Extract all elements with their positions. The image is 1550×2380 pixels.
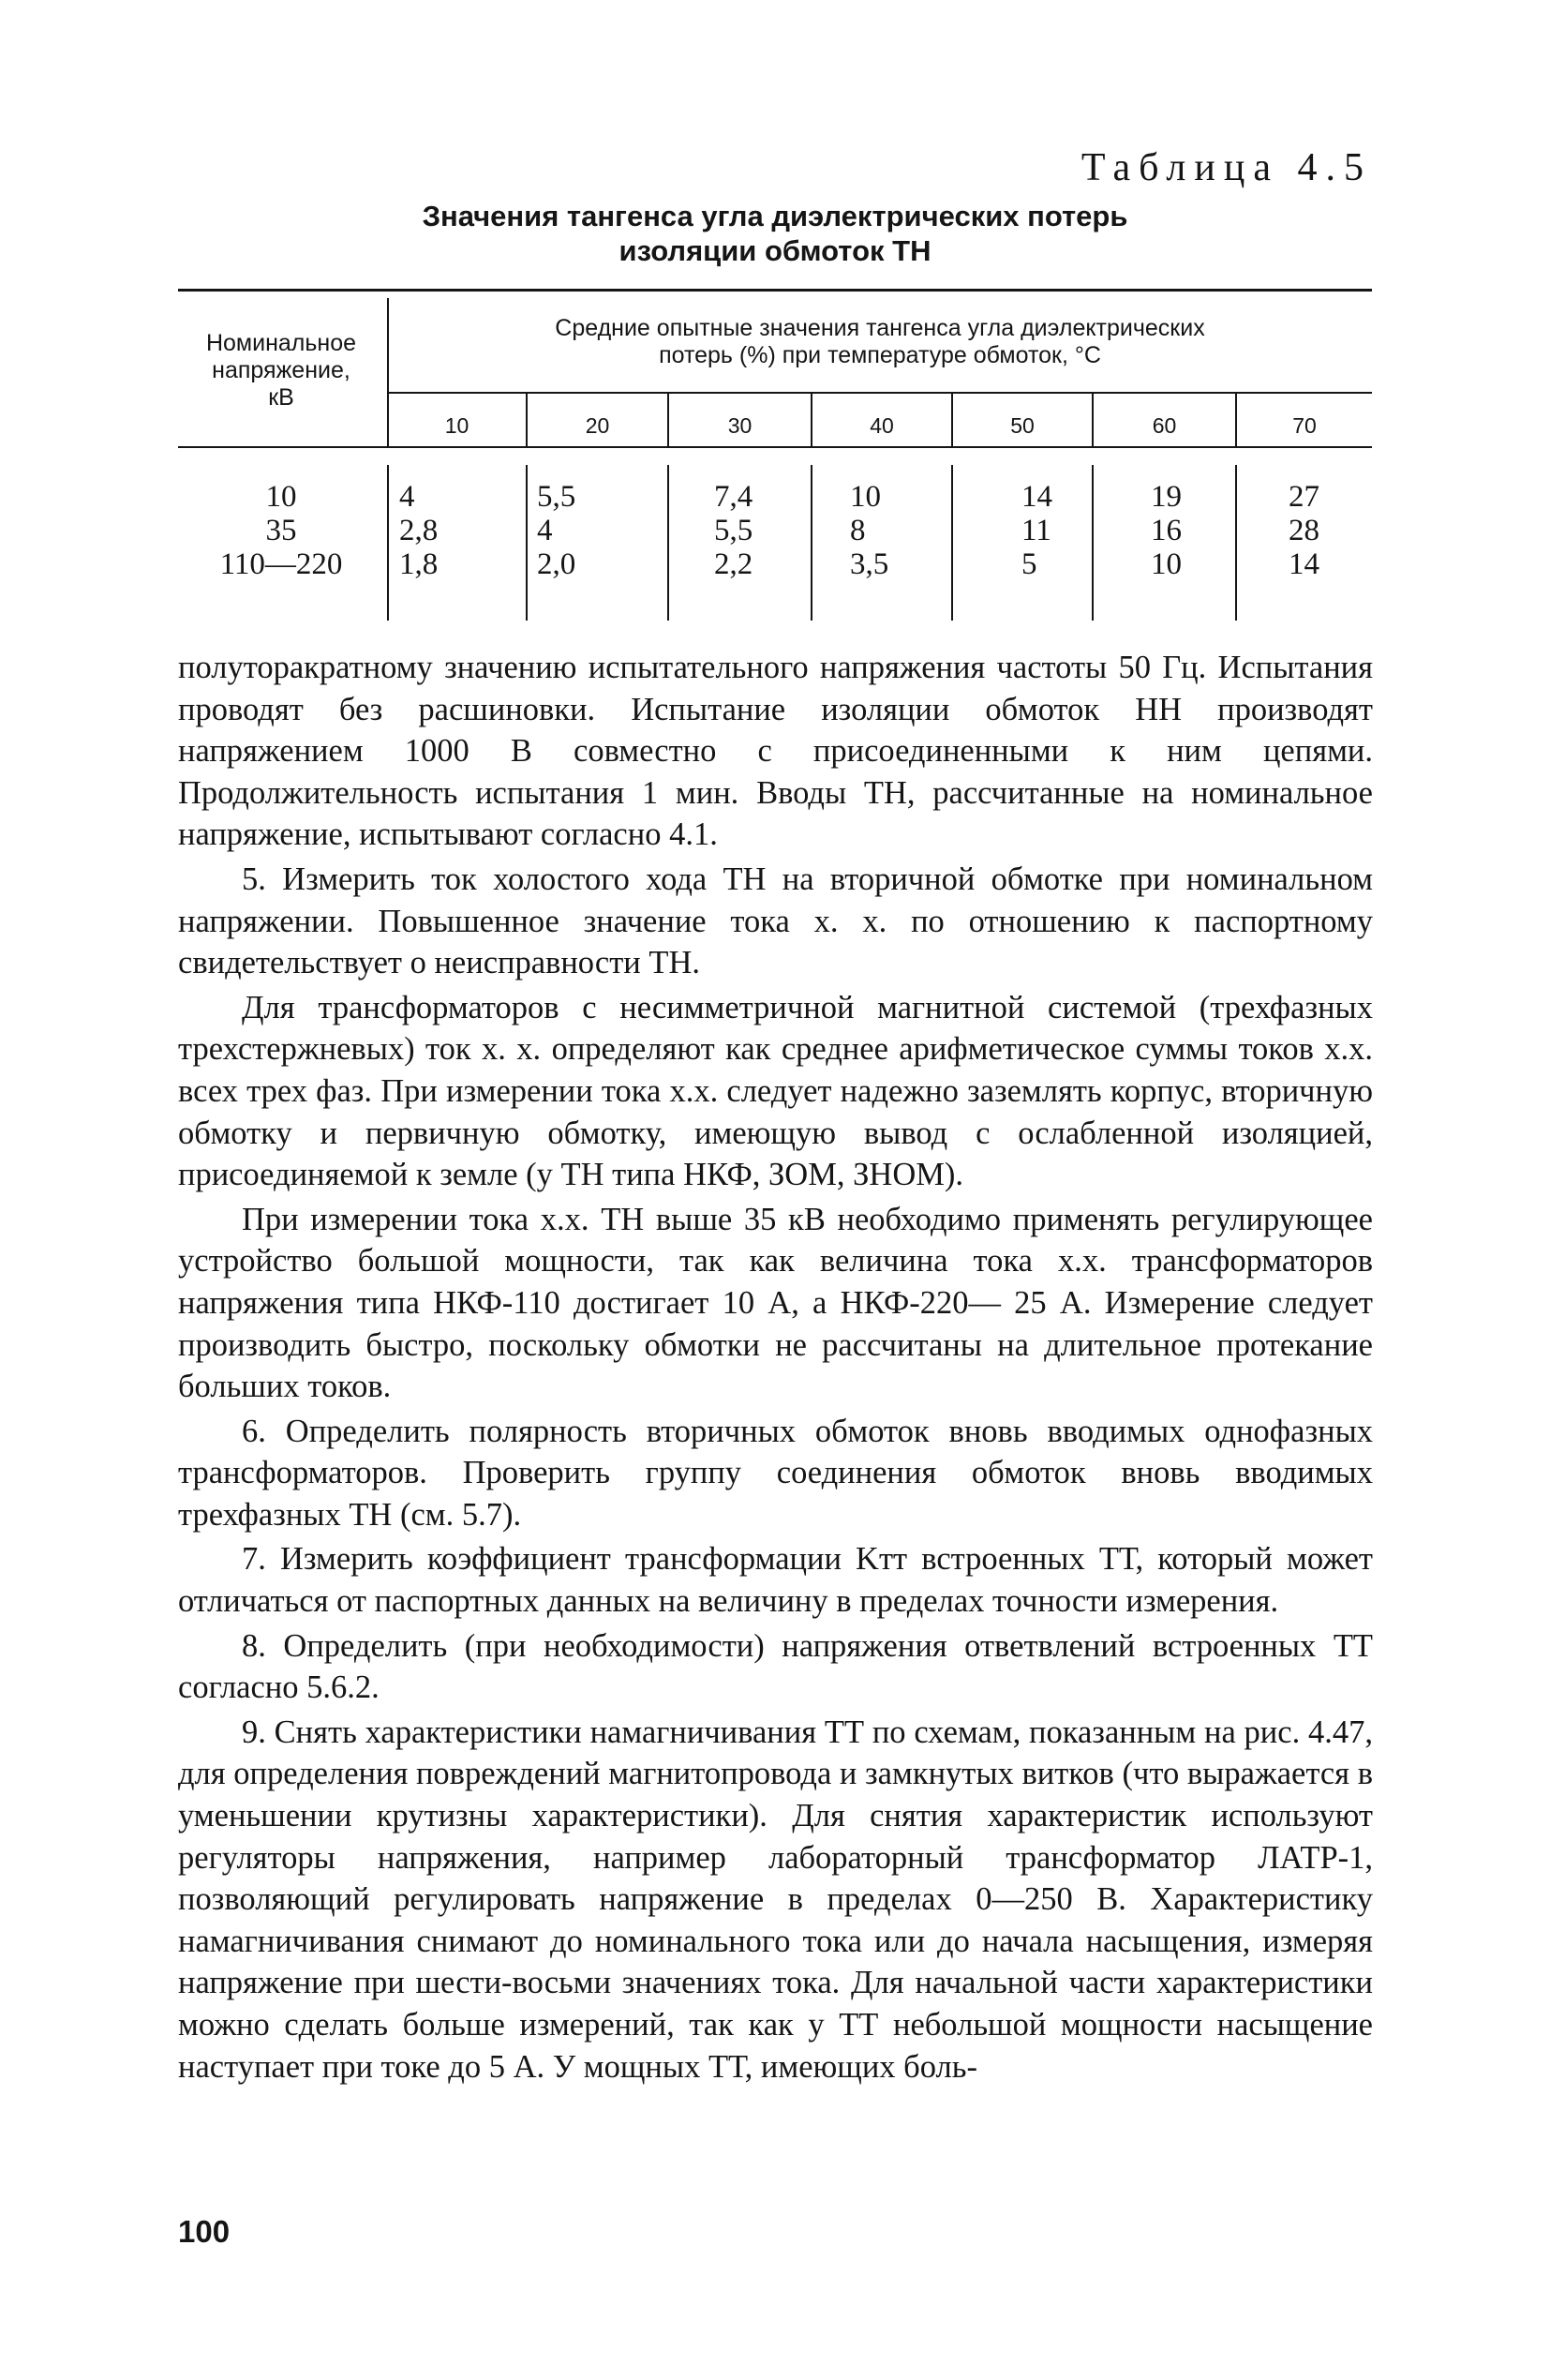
- header-line: потерь (%) при температуре обмоток, °С: [659, 342, 1101, 368]
- values-column-10: [399, 480, 438, 581]
- column-divider: [1235, 465, 1237, 621]
- values-column-40: [850, 480, 888, 581]
- temperature-header-cell: 40: [870, 413, 894, 438]
- paragraph: 8. Определить (при необходимости) напряжения ответвлений встроенных ТТ согласно 5.6.2.: [178, 1627, 1373, 1706]
- table-cell: 5: [1021, 547, 1037, 581]
- voltage-column-header: [178, 330, 384, 412]
- column-divider: [526, 465, 528, 621]
- paragraph: При измерении тока х.х. ТН выше 35 кВ необходимо применять регулирующее устройство большой мощности, так как величина тока х.х. трансформаторов напряжения типа НКФ-110 достигает 10 А, а НКФ-220— 25 А. Измерение следует производить быстро, поскольку обмотки не рассчитаны на длительное протекание больших токов.: [178, 1201, 1373, 1405]
- table-cell: 8: [850, 514, 866, 547]
- table-cell: 4: [537, 514, 553, 547]
- table-cell: 2,0: [537, 547, 576, 581]
- header-subdivider: [388, 392, 1372, 394]
- table-title-line: изоляции обмоток ТН: [619, 234, 931, 267]
- paragraph: 5. Измерить ток холостого хода ТН на вторичной обмотке при номинальном напряжении. Повышенное значение тока х. х. по отношению к паспортному свидетельствует о неисправности ТН.: [178, 861, 1373, 981]
- table-cell: 28: [1289, 514, 1319, 547]
- table-cell: 27: [1289, 480, 1319, 514]
- table-cell: 35: [265, 514, 297, 547]
- table-title: [178, 199, 1372, 268]
- values-column-70: [1289, 480, 1319, 581]
- column-divider: [811, 465, 812, 621]
- table-label: Таблица 4.5: [1081, 146, 1372, 189]
- table-cell: 2,2: [714, 547, 753, 581]
- table-cell: 7,4: [714, 480, 753, 514]
- header-line: Средние опытные значения тангенса угла диэлектрических: [555, 315, 1205, 341]
- paragraph: 7. Измерить коэффициент трансформации Kтт встроенных ТТ, который может отличаться от паспортных данных на величину в пределах точности измерения.: [178, 1541, 1373, 1620]
- header-bottom-rule: [178, 446, 1372, 448]
- temperature-header-cell: 30: [727, 413, 753, 438]
- paragraph: полуторакратному значению испытательного напряжения частоты 50 Гц. Испытания проводят без расшиновки. Испытание изоляции обмоток НН производят напряжением 1000 В совместно с присоединенными к ним цепями. Продолжительность испытания 1 мин. Вводы ТН, рассчитанные на номинальное напряжение, испытывают согласно 4.1.: [178, 650, 1373, 853]
- column-divider: [387, 465, 389, 621]
- column-divider: [951, 465, 953, 621]
- temperature-header-cell: 60: [1152, 413, 1177, 438]
- table-cell: 19: [1151, 480, 1182, 514]
- table-cell: 2,8: [399, 514, 439, 547]
- paragraph: Для трансформаторов с несимметричной магнитной системой (трехфазных трехстержневых) ток х. х. определяют как среднее арифметическое суммы токов х.х. всех трех фаз. При измерении тока х.х. следует надежно заземлять корпус, вторичную обмотку и первичную обмотку, имеющую вывод с ослабленной изоляцией, присоединяемой к земле (у ТН типа НКФ, ЗОМ, ЗНОМ).: [178, 989, 1373, 1193]
- table-cell: 16: [1151, 514, 1182, 547]
- values-column-30: [714, 480, 753, 581]
- temperature-header-cell: 20: [585, 413, 610, 438]
- table-cell: 3,5: [850, 547, 889, 581]
- column-divider: [1092, 465, 1094, 621]
- values-column-50: [1021, 480, 1052, 581]
- paragraph: 9. Снять характеристики намагничивания ТТ по схемам, показанным на рис. 4.47, для определения повреждений магнитопровода и замкнутых витков (что выражается в уменьшении крутизны характеристики). Для снятия характеристик используют регуляторы напряжения, например лабораторный трансформатор ЛАТР-1, позволяющий регулировать напряжение в пределах 0—250 В. Характеристику намагничивания снимают до номинального тока или до начала насыщения, измеряя напряжение при шести-восьми значениях тока. Для начальной части характеристики можно сделать больше измерений, так как у ТТ небольшой мощности насыщение наступает при токе до 5 А. У мощных ТТ, имеющих боль-: [178, 1714, 1373, 2085]
- table-top-rule: [178, 289, 1372, 292]
- header-line: напряжение,: [212, 357, 350, 383]
- voltage-column: [178, 480, 384, 581]
- tangent-values-header: [388, 315, 1372, 369]
- table-cell: 14: [1021, 480, 1052, 514]
- table-cell: 10: [265, 480, 297, 514]
- page-number: 100: [178, 2214, 231, 2249]
- table-cell: 4: [399, 480, 415, 514]
- header-line: кВ: [268, 384, 294, 411]
- temperature-header-cell: 10: [444, 413, 469, 438]
- table-title-line: Значения тангенса угла диэлектрических потерь: [422, 200, 1128, 232]
- table-cell: 10: [1151, 547, 1182, 581]
- table-cell: 10: [850, 480, 881, 514]
- table-cell: 11: [1021, 514, 1051, 547]
- table-cell: 1,8: [399, 547, 439, 581]
- body-text: [178, 647, 1373, 2088]
- table-cell: 5,5: [537, 480, 576, 514]
- values-column-60: [1151, 480, 1182, 581]
- values-column-20: [537, 480, 575, 581]
- table-cell: 5,5: [714, 514, 753, 547]
- table-cell: 110—220: [219, 547, 343, 581]
- table-cell: 14: [1289, 547, 1319, 581]
- temperature-header-cell: 70: [1292, 413, 1317, 438]
- header-line: Номинальное: [205, 330, 357, 356]
- column-divider: [667, 465, 669, 621]
- temperature-header-cell: 50: [1010, 413, 1035, 438]
- paragraph: 6. Определить полярность вторичных обмоток вновь вводимых однофазных трансформаторов. Проверить группу соединения обмоток вновь вводимых трехфазных ТН (см. 5.7).: [178, 1413, 1373, 1533]
